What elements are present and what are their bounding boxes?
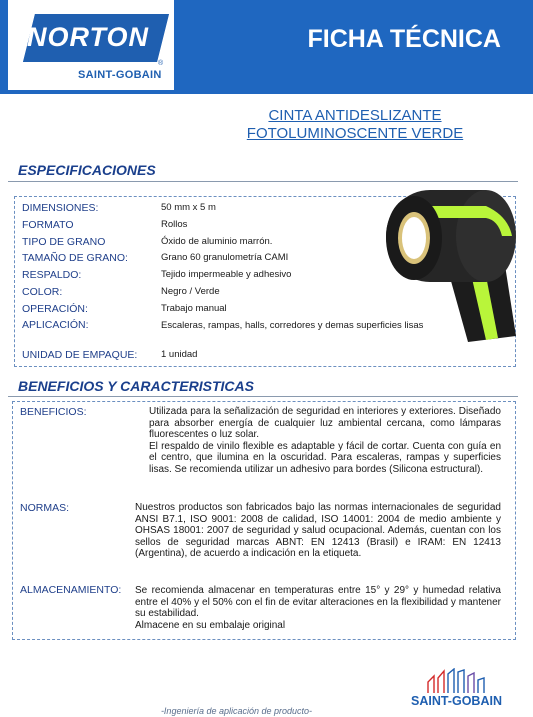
spec-label-aplicacion: APLICACIÓN: (22, 319, 89, 331)
spec-value-operacion: Trabajo manual (161, 303, 227, 314)
registered-mark: ® (158, 60, 164, 67)
document-title: FICHA TÉCNICA (307, 25, 501, 53)
norton-logo-text: NORTON (26, 22, 149, 52)
header-banner (0, 0, 533, 94)
beneficios-paragraph-1: Utilizada para la señalización de seguridad en interiores y exteriores. Diseñado para absorber energía de cualquier luz ambiental cercana, como lámparas fluorescentes o luz solar. (149, 406, 501, 441)
benefits-divider (8, 396, 518, 397)
spec-label-dimensiones: DIMENSIONES: (22, 202, 99, 214)
almacenamiento-paragraph-1: Se recomienda almacenar en temperaturas entre 15° y 29° y humedad relativa entre el 40% y el 50% con el fin de evitar alteraciones en la flexibilidad y mantener su estabilidad. (135, 585, 501, 620)
footer-text: -Ingeniería de aplicación de producto- (160, 706, 313, 716)
spec-label-formato: FORMATO (22, 219, 74, 231)
product-title-line2: FOTOLUMINOSCENTE VERDE (246, 125, 464, 142)
beneficios-paragraph-2: El respaldo de vinilo flexible es adaptable y fácil de cortar. Cuenta con guía en el centro, que ilumina en la oscuridad. Para escaleras, rampas y superficies lisas. Se recomienda utilizar un adhesivo para bordes (Silicona estructural). (149, 440, 501, 475)
product-title (200, 107, 510, 143)
spec-label-respaldo: RESPALDO: (22, 269, 82, 281)
norton-logo-subtitle: SAINT-GOBAIN (78, 69, 162, 81)
normas-label: NORMAS: (20, 502, 70, 514)
spec-value-formato: Rollos (161, 219, 188, 230)
specs-heading: ESPECIFICACIONES (18, 162, 156, 178)
product-title-line1: CINTA ANTIDESLIZANTE (268, 107, 442, 124)
beneficios-text (149, 406, 501, 476)
spec-value-aplicacion: Escaleras, rampas, halls, corredores y demas superficies lisas (161, 320, 424, 331)
almacenamiento-label: ALMACENAMIENTO: (20, 584, 122, 596)
spec-value-unidad-empaque: 1 unidad (161, 349, 198, 360)
normas-text: Nuestros productos son fabricados bajo las normas internacionales de seguridad ANSI B7.1, ISO 9001: 2008 de calidad, ISO 14001: 2004 de medio ambiente y OHSAS 18001: 2007 de seguridad y salud ocupacional. Además, cuentan con los sellos de seguridad marcas ABNT: EN 12413 (Brasil) e IRAM: EN 12413 (Argentina), de acuerdo a indicación en la etiqueta. (135, 502, 501, 560)
spec-label-tamano-grano: TAMAÑO DE GRANO: (22, 252, 128, 264)
spec-value-respaldo: Tejido impermeable y adhesivo (161, 269, 292, 280)
saint-gobain-building-icon (424, 668, 496, 694)
spec-label-unidad-empaque: UNIDAD DE EMPAQUE: (22, 349, 138, 361)
saint-gobain-wordmark: SAINT-GOBAIN (411, 694, 502, 708)
spec-value-dimensiones: 50 mm x 5 m (161, 202, 216, 213)
beneficios-label: BENEFICIOS: (20, 406, 87, 418)
specs-divider (8, 181, 518, 182)
spec-label-color: COLOR: (22, 286, 63, 298)
almacenamiento-text (135, 585, 501, 631)
spec-value-tamano-grano: Grano 60 granulometría CAMI (161, 252, 289, 263)
almacenamiento-paragraph-2: Almacene en su embalaje original (135, 619, 286, 631)
benefits-heading: BENEFICIOS Y CARACTERISTICAS (18, 378, 254, 394)
tape-roll-image (384, 186, 516, 346)
spec-label-tipo-grano: TIPO DE GRANO (22, 236, 106, 248)
spec-label-operacion: OPERACIÓN: (22, 303, 88, 315)
spec-value-tipo-grano: Óxido de aluminio marrón. (161, 236, 273, 247)
spec-value-color: Negro / Verde (161, 286, 220, 297)
